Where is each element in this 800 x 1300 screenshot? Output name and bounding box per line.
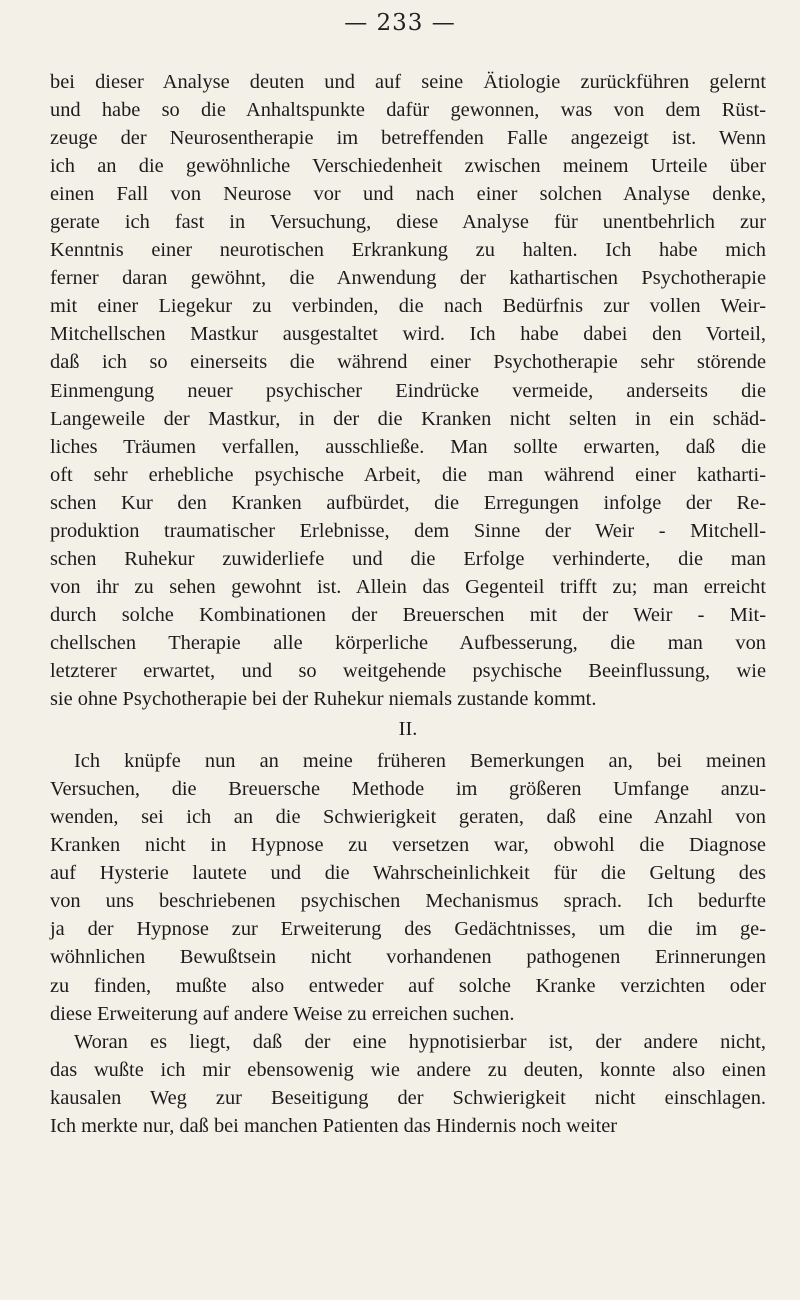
text-line: ja der Hypnose zur Erweiterung des Gedächtnisses, um die im ge- — [50, 918, 766, 941]
section-heading: II. — [398, 718, 418, 741]
text-line: und habe so die Anhaltspunkte dafür gewonnen, was von dem Rüst- — [50, 99, 766, 122]
text-line: schen Kur den Kranken aufbürdet, die Erregungen infolge der Re- — [50, 491, 766, 514]
text-line: kausalen Weg zur Beseitigung der Schwierigkeit nicht einschlagen. — [50, 1086, 766, 1109]
text-line: Ich knüpfe nun an meine früheren Bemerkungen an, bei meinen — [74, 750, 766, 773]
text-line: Langeweile der Mastkur, in der die Kranken nicht selten in ein schäd- — [50, 407, 766, 430]
text-line: chellschen Therapie alle körperliche Aufbesserung, die man von — [50, 631, 766, 654]
text-line: letzterer erwartet, und so weitgehende psychische Beeinflussung, wie — [50, 659, 766, 682]
text-line: liches Träumen verfallen, ausschließe. Man sollte erwarten, daß die — [50, 435, 766, 458]
text-line: wenden, sei ich an die Schwierigkeit geraten, daß eine Anzahl von — [50, 806, 766, 829]
text-line: produktion traumatischer Erlebnisse, dem Sinne der Weir - Mitchell- — [50, 519, 766, 542]
text-line: von ihr zu sehen gewohnt ist. Allein das Gegenteil trifft zu; man erreicht — [50, 575, 766, 598]
paragraph-2 — [50, 747, 766, 1027]
text-line: zeuge der Neurosentherapie im betreffenden Falle angezeigt ist. Wenn — [50, 127, 766, 150]
paragraph-3 — [50, 1028, 766, 1140]
text-line: schen Ruhekur zuwiderliefe und die Erfolge verhinderte, die man — [50, 547, 766, 570]
text-line: zu finden, mußte also entweder auf solche Kranke verzichten oder — [50, 974, 766, 997]
text-line: Kranken nicht in Hypnose zu versetzen war, obwohl die Diagnose — [50, 834, 766, 857]
text-line: Ich merkte nur, daß bei manchen Patienten das Hindernis noch weiter — [50, 1114, 618, 1137]
text-line: ich an die gewöhnliche Verschiedenheit zwischen meinem Urteile über — [50, 155, 766, 178]
page-number: — 233 — — [344, 10, 456, 36]
text-line: gerate ich fast in Versuchung, diese Analyse für unentbehrlich zur — [50, 211, 766, 234]
text-line: einen Fall von Neurose vor und nach einer solchen Analyse denke, — [50, 183, 766, 206]
text-line: Einmengung neuer psychischer Eindrücke vermeide, anderseits die — [50, 379, 766, 402]
paragraph-1 — [50, 68, 766, 713]
text-line: wöhnlichen Bewußtsein nicht vorhandenen pathogenen Erinnerungen — [50, 946, 766, 969]
text-line: diese Erweiterung auf andere Weise zu erreichen suchen. — [50, 1002, 515, 1025]
text-line: bei dieser Analyse deuten und auf seine Ätiologie zurückführen gelernt — [50, 71, 766, 93]
text-line: das wußte ich mir ebensowenig wie andere zu deuten, konnte also einen — [50, 1058, 766, 1081]
text-line: auf Hysterie lautete und die Wahrscheinlichkeit für die Geltung des — [50, 862, 766, 885]
text-line: daß ich so einerseits die während einer Psychotherapie sehr störende — [50, 351, 766, 374]
text-line: Woran es liegt, daß der eine hypnotisierbar ist, der andere nicht, — [74, 1030, 766, 1053]
text-line: oft sehr erhebliche psychische Arbeit, die man während einer katharti- — [50, 463, 766, 486]
text-line: Mitchellschen Mastkur ausgestaltet wird. Ich habe dabei den Vorteil, — [50, 323, 766, 346]
text-line: mit einer Liegekur zu verbinden, die nach Bedürfnis zur vollen Weir- — [50, 295, 766, 318]
text-line: Versuchen, die Breuersche Methode im größeren Umfange anzu- — [50, 778, 766, 801]
text-line: ferner daran gewöhnt, die Anwendung der kathartischen Psychotherapie — [50, 267, 766, 290]
text-line: durch solche Kombinationen der Breuerschen mit der Weir - Mit- — [50, 603, 766, 626]
text-line: sie ohne Psychotherapie bei der Ruhekur niemals zustande kommt. — [50, 688, 597, 711]
text-line: Kenntnis einer neurotischen Erkrankung zu halten. Ich habe mich — [50, 239, 766, 262]
body-text — [50, 68, 766, 1140]
text-line: von uns beschriebenen psychischen Mechanismus sprach. Ich bedurfte — [50, 890, 766, 913]
